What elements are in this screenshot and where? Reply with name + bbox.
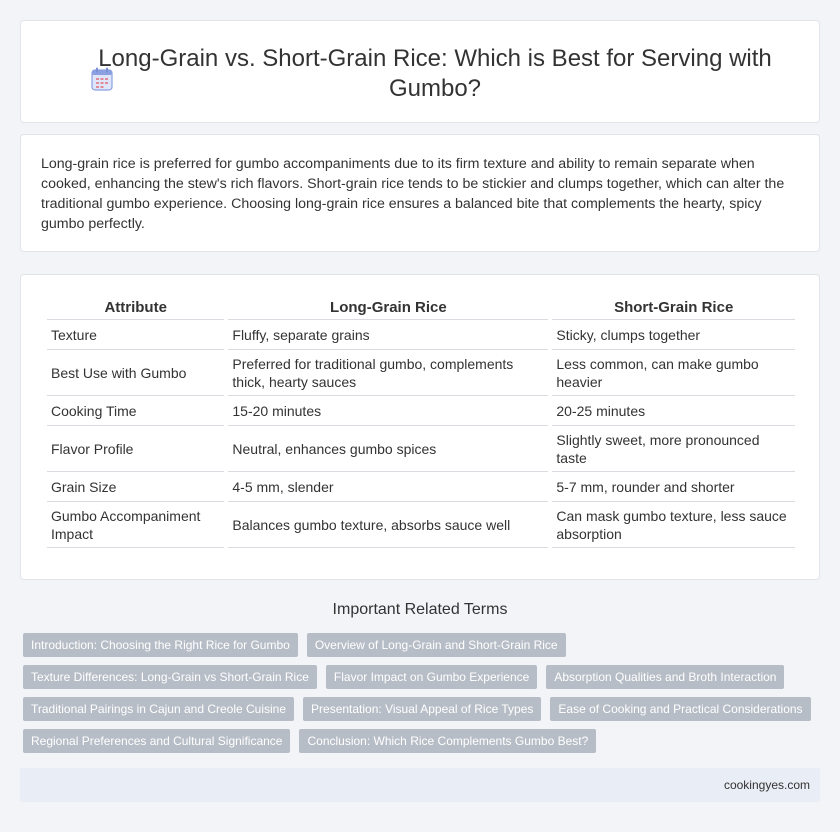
column-header: Long-Grain Rice [228,297,548,320]
page-title: Long-Grain vs. Short-Grain Rice: Which is Best for Serving with Gumbo? [98,45,772,102]
table-cell: 15-20 minutes [228,396,548,426]
related-term-tag[interactable]: Presentation: Visual Appeal of Rice Types [303,697,541,721]
related-term-tag[interactable]: Flavor Impact on Gumbo Experience [326,665,537,689]
related-terms-list [23,633,813,761]
related-term-tag[interactable]: Texture Differences: Long-Grain vs Short-Grain Rice [23,665,317,689]
intro-paragraph: Long-grain rice is preferred for gumbo accompaniments due to its firm texture and ability to remain separate when cooked, enhancing the stew's rich flavors. Short-grain rice tends to be stickier and clumps together, which can alter the traditional gumbo experience. Choosing long-grain rice ensures a balanced bite that complements the hearty, spicy gumbo perfectly. [41,156,785,232]
table-row [47,472,795,502]
table-cell: Texture [47,320,224,350]
column-header: Attribute [47,297,224,320]
related-term-tag[interactable]: Conclusion: Which Rice Complements Gumbo Best? [299,729,596,753]
table-row [47,320,795,350]
table-row [47,426,795,472]
title-card [20,20,820,123]
related-term-tag[interactable]: Introduction: Choosing the Right Rice for Gumbo [23,633,298,657]
table-cell: Can mask gumbo texture, less sauce absorption [552,502,795,548]
related-term-tag[interactable]: Absorption Qualities and Broth Interaction [546,665,784,689]
table-cell: Flavor Profile [47,426,224,472]
related-term-tag[interactable]: Overview of Long-Grain and Short-Grain Rice [307,633,566,657]
column-header: Short-Grain Rice [552,297,795,320]
comparison-table [43,297,799,548]
table-cell: 5-7 mm, rounder and shorter [552,472,795,502]
table-cell: Best Use with Gumbo [47,350,224,396]
table-header-row [47,297,795,320]
comparison-table-card [20,274,820,580]
table-cell: Gumbo Accompaniment Impact [47,502,224,548]
table-cell: Grain Size [47,472,224,502]
table-cell: Less common, can make gumbo heavier [552,350,795,396]
table-cell: Fluffy, separate grains [228,320,548,350]
table-cell: 20-25 minutes [552,396,795,426]
table-cell: Cooking Time [47,396,224,426]
table-row [47,350,795,396]
related-term-tag[interactable]: Ease of Cooking and Practical Considerations [550,697,810,721]
table-cell: Balances gumbo texture, absorbs sauce well [228,502,548,548]
table-cell: 4-5 mm, slender [228,472,548,502]
intro-card [20,134,820,252]
related-terms-heading: Important Related Terms [332,601,508,618]
table-cell: Slightly sweet, more pronounced taste [552,426,795,472]
table-row [47,396,795,426]
related-term-tag[interactable]: Traditional Pairings in Cajun and Creole Cuisine [23,697,294,721]
related-term-tag[interactable]: Regional Preferences and Cultural Significance [23,729,290,753]
site-credit[interactable]: cookingyes.com [723,778,810,792]
footer [20,768,820,802]
table-cell: Neutral, enhances gumbo spices [228,426,548,472]
table-cell: Preferred for traditional gumbo, complements thick, hearty sauces [228,350,548,396]
table-row [47,502,795,548]
table-cell: Sticky, clumps together [552,320,795,350]
